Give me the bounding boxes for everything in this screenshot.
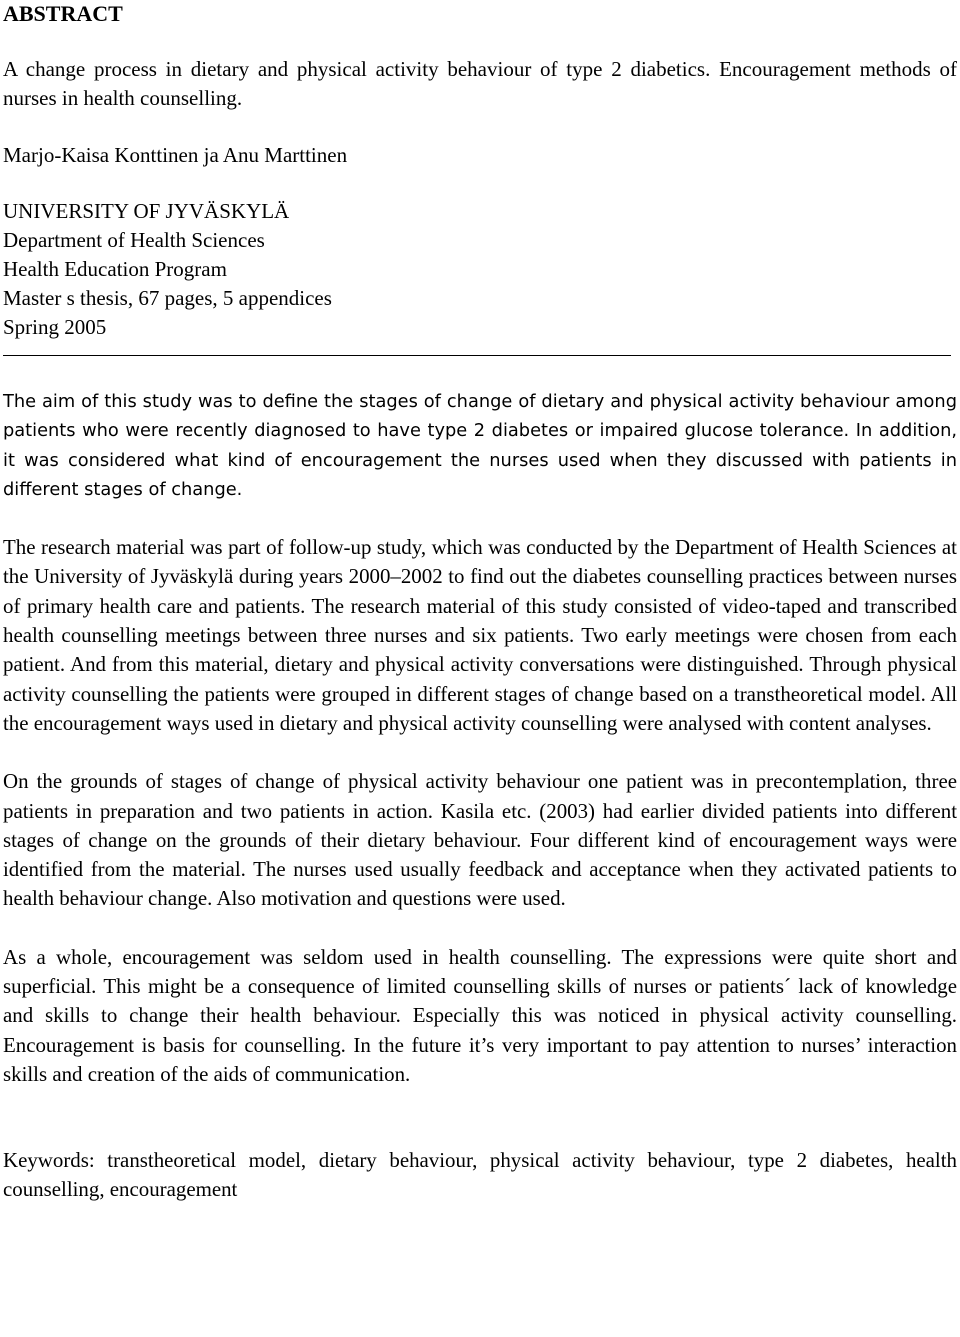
- thesis-title: A change process in dietary and physical activity behaviour of type 2 diabetics. Encouragement methods of nurses in health counselling.: [3, 57, 957, 110]
- university-name: UNIVERSITY OF JYVÄSKYLÄ: [3, 199, 290, 223]
- keywords: Keywords: transtheoretical model, dietary behaviour, physical activity behaviour, type 2 diabetes, health counselling, encouragement: [3, 1148, 957, 1202]
- separator-line: [3, 355, 951, 356]
- department-name: Department of Health Sciences: [3, 228, 265, 252]
- conclusion-paragraph: As a whole, encouragement was seldom used in health counselling. The expressions were quite short and superficial. This might be a consequence of limited counselling skills of nurses or patients´ lack of knowledge and skills to change their health behaviour. Especially this was noticed in physical activity counselling. Encouragement is basis for counselling. In the future it’s very important to pay attention to nurses’ interaction skills and creation of the aids of communication.: [3, 944, 957, 1086]
- abstract-page: [3, 0, 957, 1204]
- abstract-heading: ABSTRACT: [3, 1, 123, 26]
- results-paragraph: On the grounds of stages of change of physical activity behaviour one patient was in precontemplation, three patients in preparation and two patients in action. Kasila etc. (2003) had earlier divided patients into different stages of change on the grounds of their dietary behaviour. Four different kind of encouragement ways were identified from the material. The nurses used usually feedback and acceptance when they activated patients to health behaviour change. Also motivation and questions were used.: [3, 769, 957, 911]
- term: Spring 2005: [3, 315, 107, 339]
- program-name: Health Education Program: [3, 257, 227, 281]
- material-paragraph: The research material was part of follow-up study, which was conducted by the Department of Health Sciences at the University of Jyväskylä during years 2000–2002 to find out the diabetes counselling practices between nurses of primary health care and patients. The research material of this study consisted of video-taped and transcribed health counselling meetings between three nurses and six patients. Two early meetings were chosen from each patient. And from this material, dietary and physical activity conversations were distinguished. Through physical activity counselling the patients were grouped in different stages of change based on a transtheoretical model. All the encouragement ways used in dietary and physical activity counselling were analysed with content analyses.: [3, 535, 957, 735]
- thesis-metadata: [3, 197, 957, 342]
- aim-paragraph: The aim of this study was to define the stages of change of dietary and physical activity behaviour among patients who were recently diagnosed to have type 2 diabetes or impaired glucose tolerance. In addition, it was considered what kind of encouragement the nurses used when they discussed with patients in different stages of change.: [3, 391, 957, 500]
- authors: Marjo-Kaisa Konttinen ja Anu Marttinen: [3, 143, 348, 167]
- thesis-info: Master s thesis, 67 pages, 5 appendices: [3, 286, 332, 310]
